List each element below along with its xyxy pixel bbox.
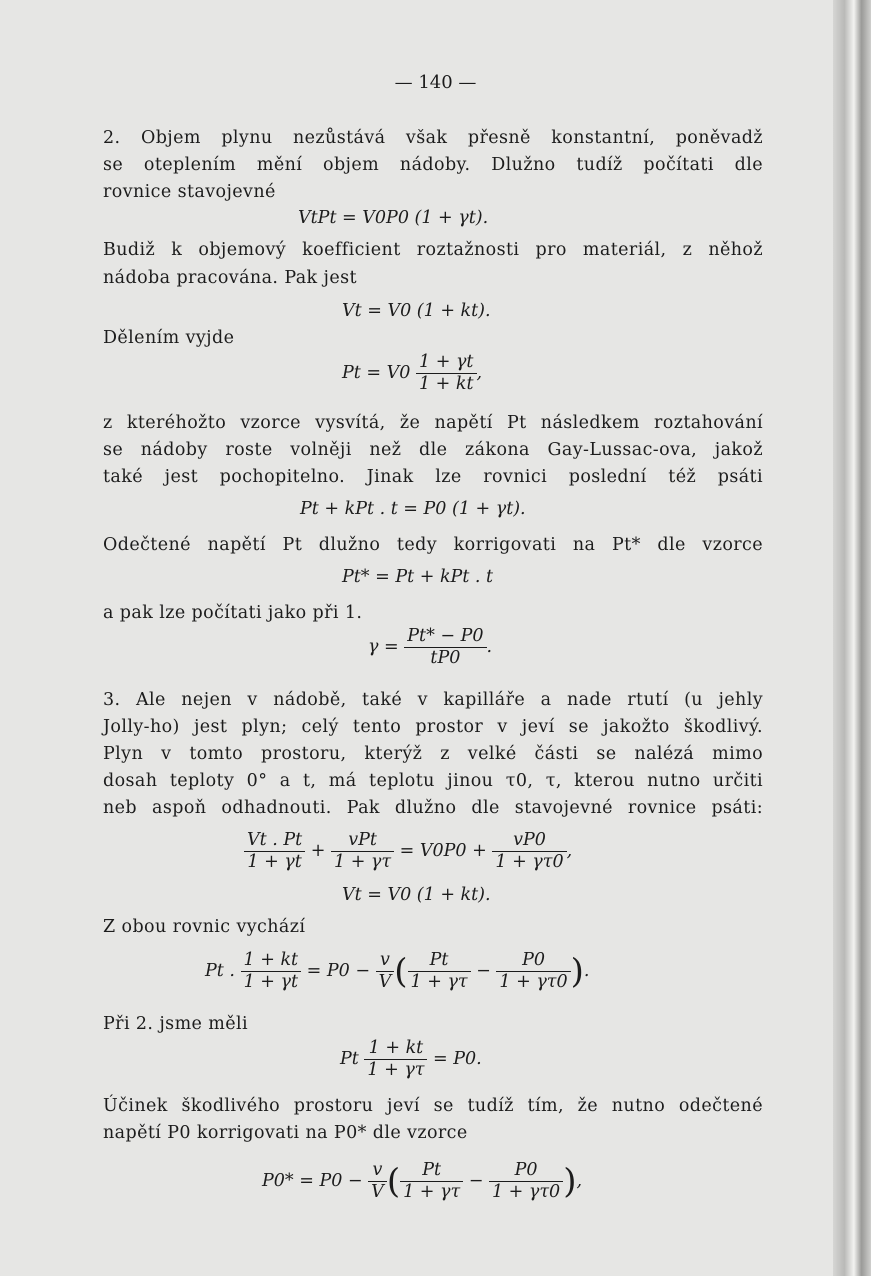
text-line: Jolly-ho) jest plyn; celý tento prostor v jeví se jakožto škodlivý.	[103, 717, 763, 737]
text-line: se nádoby roste volněji než dle zákona Gay-Lussac-ova, jakož	[103, 440, 763, 460]
equation-volume-repeat: Vt = V0 (1 + kt).	[342, 885, 491, 905]
page-edge	[833, 0, 871, 1276]
eq-tail: ,	[566, 841, 573, 861]
equation-pressure-ratio	[342, 352, 482, 395]
numerator: Pt	[400, 1160, 463, 1182]
text-line: nádoba pracována. Pak jest	[103, 268, 357, 288]
text-line: neb aspoň odhadnouti. Pak dlužno dle stavojevné rovnice psáti:	[103, 798, 763, 818]
text-line: Plyn v tomto prostoru, kterýž z velké části se nalézá mimo	[103, 744, 763, 764]
numerator: Vt . Pt	[244, 830, 305, 852]
fraction	[408, 950, 471, 993]
denominator: 1 + γt	[243, 972, 298, 992]
text-line: 3. Ale nejen v nádobě, také v kapilláře a nade rtutí (u jehly	[103, 690, 763, 710]
eq-lhs: Pt	[340, 1049, 359, 1069]
text-line: a pak lze počítati jako při 1.	[103, 603, 363, 623]
text-line: se oteplením mění objem nádoby. Dlužno tudíž počítati dle	[103, 155, 763, 175]
fraction	[364, 1038, 427, 1081]
denominator: 1 + γτ	[334, 852, 392, 872]
eq-tail: ,	[476, 363, 483, 383]
numerator: Pt	[408, 950, 471, 972]
fraction	[492, 830, 566, 873]
eq-tail: .	[486, 637, 493, 657]
eq-operator: −	[476, 961, 491, 981]
text-line: také jest pochopitelno. Jinak lze rovnici poslední též psáti	[103, 467, 763, 487]
equation-final-correction	[262, 1160, 582, 1203]
text-line: Účinek škodlivého prostoru jeví se tudíž tím, že nutno odečtené	[103, 1096, 763, 1116]
numerator: v	[376, 950, 395, 972]
text-line: rovnice stavojevné	[103, 182, 276, 202]
denominator: tP0	[430, 648, 461, 668]
denominator: 1 + γτ0	[499, 972, 568, 992]
eq-tail: ,	[576, 1171, 583, 1191]
close-paren: )	[570, 951, 584, 992]
numerator: Pt* − P0	[404, 626, 486, 648]
text-line: Z obou rovnic vychází	[103, 917, 306, 937]
text-line: Odečtené napětí Pt dlužno tedy korrigovati na Pt* dle vzorce	[103, 535, 763, 555]
eq-lhs: Pt = V0	[342, 363, 411, 383]
equation-gamma	[368, 626, 492, 669]
open-paren: (	[386, 1161, 401, 1202]
numerator: vP0	[492, 830, 566, 852]
numerator: P0	[489, 1160, 563, 1182]
close-paren: )	[563, 1161, 577, 1202]
denominator: 1 + γτ	[403, 1182, 461, 1202]
fraction	[489, 1160, 563, 1203]
denominator: V	[378, 972, 392, 992]
denominator: 1 + kt	[418, 374, 474, 394]
equation-corrected-pressure: Pt* = Pt + kPt . t	[342, 567, 494, 587]
denominator: 1 + γτ0	[495, 852, 564, 872]
eq-lhs: Pt .	[205, 961, 235, 981]
eq-operator: −	[468, 1171, 484, 1191]
equation-combined	[205, 950, 589, 993]
text-line: napětí P0 korrigovati na P0* dle vzorce	[103, 1123, 468, 1143]
equation-rearranged: Pt + kPt . t = P0 (1 + γt).	[300, 499, 526, 519]
fraction	[244, 830, 305, 873]
text-line: Budiž k objemový koefficient roztažnosti pro materiál, z něhož	[103, 240, 763, 260]
text-line: z kteréhožto vzorce vysvítá, že napětí Pt následkem roztahování	[103, 413, 763, 433]
numerator: 1 + kt	[364, 1038, 427, 1060]
numerator: vPt	[331, 830, 394, 852]
fraction	[404, 626, 486, 669]
eq-lhs: P0* = P0 −	[262, 1171, 363, 1191]
numerator: v	[368, 1160, 387, 1182]
text-line: Dělením vyjde	[103, 328, 235, 348]
fraction	[416, 352, 477, 395]
fraction	[331, 830, 394, 873]
eq-lhs: γ =	[368, 637, 399, 657]
eq-tail: .	[583, 961, 590, 981]
eq-rhs: = P0.	[433, 1049, 482, 1069]
denominator: 1 + γτ0	[491, 1182, 561, 1202]
denominator: 1 + γτ	[410, 972, 468, 992]
denominator: 1 + γτ	[367, 1060, 425, 1080]
fraction	[400, 1160, 463, 1203]
equation-harmful-space	[244, 830, 572, 873]
eq-middle: = P0 −	[306, 961, 371, 981]
denominator: V	[371, 1182, 384, 1202]
text-line: 2. Objem plynu nezůstává však přesně konstantní, poněvadž	[103, 128, 763, 148]
numerator: P0	[496, 950, 570, 972]
fraction	[368, 1160, 387, 1203]
denominator: 1 + γt	[247, 852, 302, 872]
eq-operator: +	[310, 841, 326, 861]
fraction	[376, 950, 395, 993]
fraction	[496, 950, 570, 993]
eq-middle: = V0P0 +	[399, 841, 487, 861]
text-line: Při 2. jsme měli	[103, 1014, 249, 1034]
open-paren: (	[394, 951, 408, 992]
text-line: dosah teploty 0° a t, má teplotu jinou τ0, τ, kterou nutno určiti	[103, 771, 763, 791]
equation-volume: Vt = V0 (1 + kt).	[342, 301, 491, 321]
numerator: 1 + kt	[241, 950, 302, 972]
equation-case-two	[340, 1038, 482, 1081]
numerator: 1 + γt	[416, 352, 477, 374]
page-number: — 140 —	[394, 72, 477, 93]
equation-state: VtPt = V0P0 (1 + γt).	[298, 208, 489, 228]
fraction	[241, 950, 302, 993]
